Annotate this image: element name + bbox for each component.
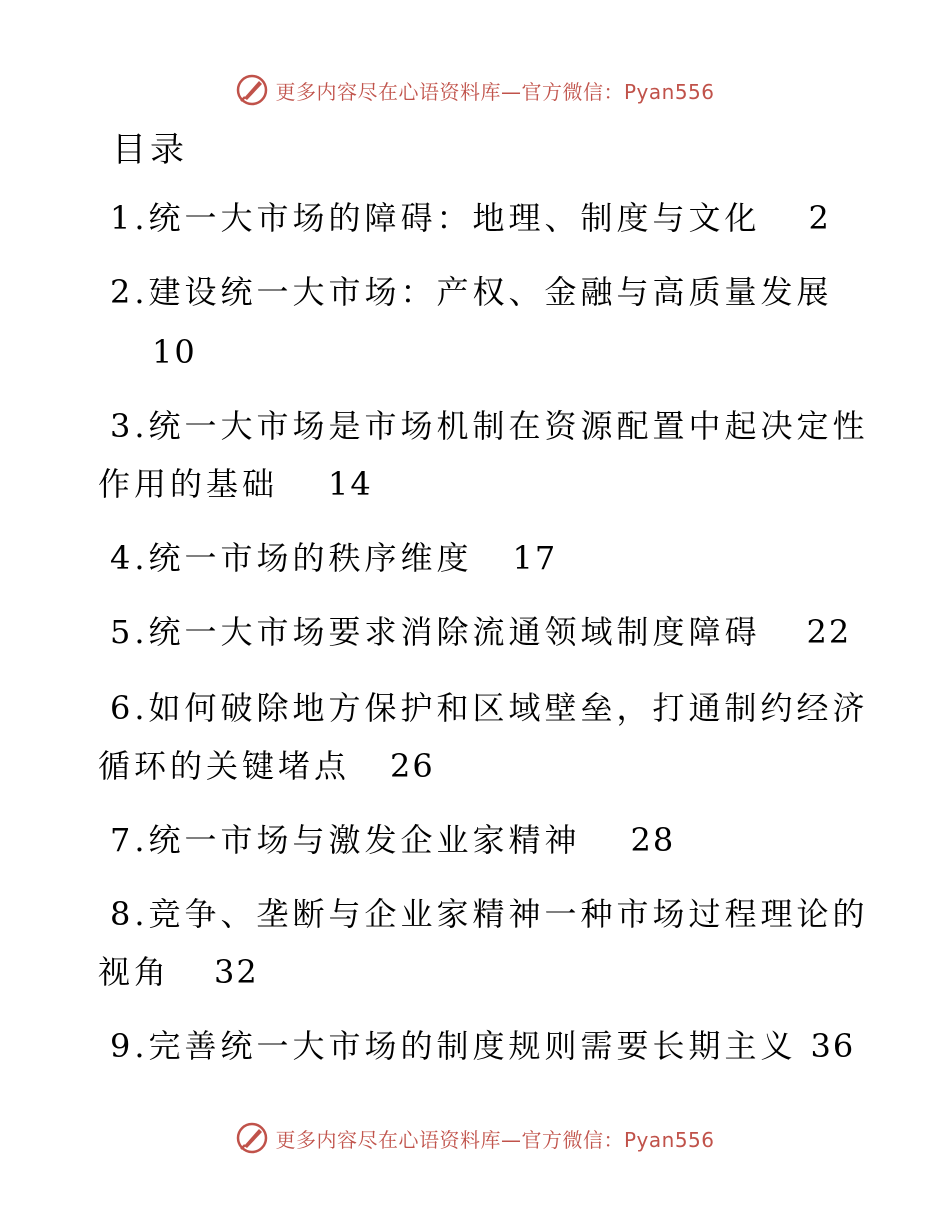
watermark-header [0, 68, 950, 112]
toc-entry-page: 17 [512, 539, 558, 577]
toc-entry-title: 9.完善统一大市场的制度规则需要长期主义 [110, 1027, 797, 1065]
toc-entry-9[interactable] [110, 1026, 855, 1066]
toc-entry-1[interactable] [110, 198, 831, 238]
watermark-footer [0, 1116, 950, 1160]
toc-entry-4[interactable] [110, 538, 557, 578]
toc-entry-page: 22 [806, 613, 852, 651]
toc-entry-title: 7.统一市场与激发企业家精神 [110, 821, 581, 859]
toc-entry-6-continuation [98, 746, 435, 786]
toc-entry-3-continuation [98, 464, 373, 504]
toc-entry-8-continuation [98, 952, 259, 992]
toc-entry-title-continuation: 视角 [98, 953, 171, 991]
watermark-text: 更多内容尽在心语资料库—官方微信：Pyan556 [275, 1127, 715, 1152]
toc-entry-page: 28 [630, 821, 676, 859]
toc-entry-title: 1.统一大市场的障碍：地理、制度与文化 [110, 199, 761, 237]
toc-entry-title-continuation: 作用的基础 [98, 465, 279, 503]
toc-entry-page: 2 [808, 199, 831, 237]
toc-entry-5[interactable] [110, 612, 851, 652]
toc-entry-title: 6.如何破除地方保护和区域壁垒，打通制约经济 [110, 689, 869, 727]
quill-logo-icon [235, 1121, 269, 1155]
toc-entry-2-page-line [152, 332, 197, 372]
toc-entry-2[interactable] [110, 272, 833, 312]
quill-logo-icon [235, 73, 269, 107]
toc-entry-6[interactable] [110, 688, 869, 728]
toc-entry-title: 3.统一大市场是市场机制在资源配置中起决定性 [110, 407, 869, 445]
toc-entry-page: 14 [328, 465, 373, 503]
toc-entry-8[interactable] [110, 894, 869, 934]
toc-entry-page: 10 [152, 333, 197, 371]
watermark-handle: Pyan556 [623, 1127, 715, 1152]
toc-entry-title: 4.统一市场的秩序维度 [110, 539, 473, 577]
toc-entry-page: 36 [810, 1027, 856, 1065]
toc-entry-3[interactable] [110, 406, 869, 446]
toc-entry-title-continuation: 循环的关键堵点 [98, 747, 351, 785]
toc-entry-7[interactable] [110, 820, 675, 860]
watermark-handle: Pyan556 [623, 79, 715, 104]
toc-entry-page: 26 [390, 747, 435, 785]
toc-entry-title: 8.竞争、垄断与企业家精神一种市场过程理论的 [110, 895, 869, 933]
toc-entry-title: 2.建设统一大市场：产权、金融与高质量发展 [110, 273, 833, 311]
toc-entry-title: 5.统一大市场要求消除流通领域制度障碍 [110, 613, 761, 651]
watermark-text: 更多内容尽在心语资料库—官方微信：Pyan556 [275, 79, 715, 104]
toc-entry-page: 32 [214, 953, 259, 991]
toc-title: 目录 [112, 130, 188, 170]
